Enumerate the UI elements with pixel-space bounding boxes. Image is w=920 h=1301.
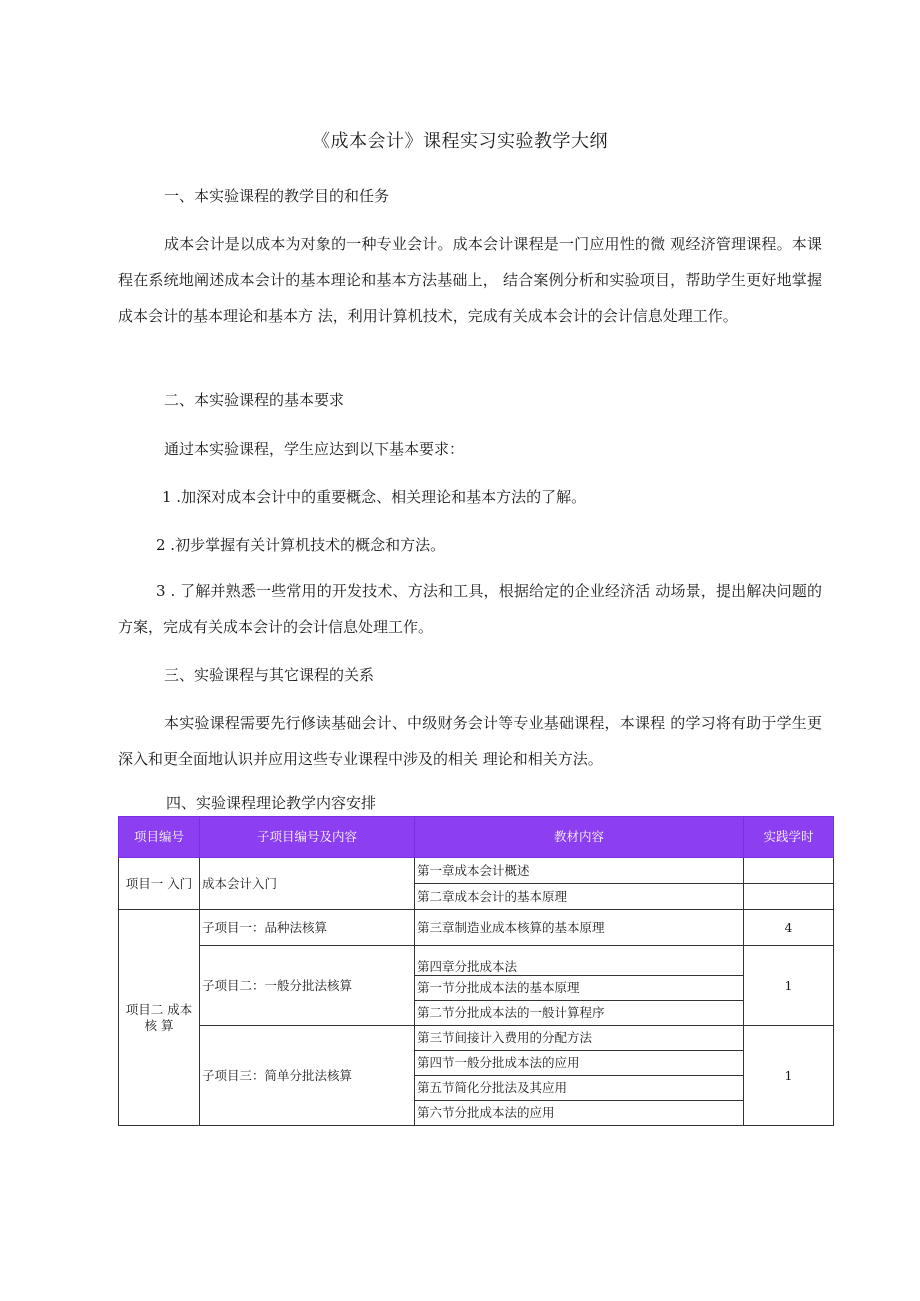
textbook-item: 第一章成本会计概述 <box>415 858 744 884</box>
subproject-1: 子项目一：品种法核算 <box>200 910 415 946</box>
textbook-item: 第四节一般分批成本法的应用 <box>415 1051 744 1076</box>
table-row <box>119 910 834 946</box>
subproject-3: 子项目三：简单分批法核算 <box>200 1026 415 1126</box>
section-2-intro: 通过本实验课程，学生应达到以下基本要求： <box>164 440 465 458</box>
section-2-heading: 二、本实验课程的基本要求 <box>164 391 345 409</box>
hours-cell <box>744 884 834 910</box>
project-1-subproject: 成本会计入门 <box>200 858 415 910</box>
table-row <box>119 946 834 976</box>
table-header-row <box>119 817 834 858</box>
subproject-1-hours: 4 <box>744 910 834 946</box>
project-2-code: 项目二 成本核 算 <box>119 910 200 1126</box>
header-practice-hours: 实践学时 <box>744 817 834 858</box>
section-4-heading: 四、实验课程理论教学内容安排 <box>166 794 377 812</box>
textbook-item: 第三章制造业成本核算的基本原理 <box>415 910 744 946</box>
subproject-2: 子项目二：一般分批法核算 <box>200 946 415 1026</box>
hours-cell <box>744 858 834 884</box>
header-project-code: 项目编号 <box>119 817 200 858</box>
textbook-item: 第三节间接计入费用的分配方法 <box>415 1026 744 1051</box>
section-1-heading: 一、本实验课程的教学目的和任务 <box>164 187 390 205</box>
textbook-item: 第五节简化分批法及其应用 <box>415 1076 744 1101</box>
requirement-item-1: 1 .加深对成本会计中的重要概念、相关理论和基本方法的了解。 <box>162 488 587 506</box>
requirement-item-3: 3 . 了解并熟悉一些常用的开发技术、方法和工具，根据给定的企业经济活 动场景，提出解决问题的方案，完成有关成本会计的会计信息处理工作。 <box>118 582 822 636</box>
project-1-code: 项目一 入门 <box>119 858 200 910</box>
section-3-heading: 三、实验课程与其它课程的关系 <box>164 666 375 684</box>
section-3-paragraph: 本实验课程需要先行修读基础会计、中级财务会计等专业基础课程，本课程 的学习将有助于学生更深入和更全面地认识并应用这些专业课程中涉及的相关 理论和相关方法。 <box>118 714 822 768</box>
header-subproject: 子项目编号及内容 <box>200 817 415 858</box>
table-row <box>119 858 834 884</box>
textbook-item: 第四章分批成本法 <box>415 946 744 976</box>
syllabus-table <box>118 816 834 1126</box>
header-textbook-content: 教材内容 <box>415 817 744 858</box>
document-title: 《成本会计》课程实习实验教学大纲 <box>312 131 608 152</box>
subproject-2-hours: 1 <box>744 946 834 1026</box>
textbook-item: 第六节分批成本法的应用 <box>415 1101 744 1126</box>
section-1-paragraph: 成本会计是以成本为对象的一种专业会计。成本会计课程是一门应用性的微 观经济管理课程。本课程在系统地阐述成本会计的基本理论和基本方法基础上， 结合案例分析和实验项目，帮助学生更好地掌握成本会计的基本理论和基本方 法，利用计算机技术，完成有关成本会计的会计信息处理工作。 <box>118 235 822 325</box>
textbook-item: 第二节分批成本法的一般计算程序 <box>415 1001 744 1026</box>
subproject-3-hours: 1 <box>744 1026 834 1126</box>
table-row <box>119 1026 834 1051</box>
textbook-item: 第二章成本会计的基本原理 <box>415 884 744 910</box>
textbook-item: 第一节分批成本法的基本原理 <box>415 976 744 1001</box>
requirement-item-2: 2 .初步掌握有关计算机技术的概念和方法。 <box>156 536 446 554</box>
